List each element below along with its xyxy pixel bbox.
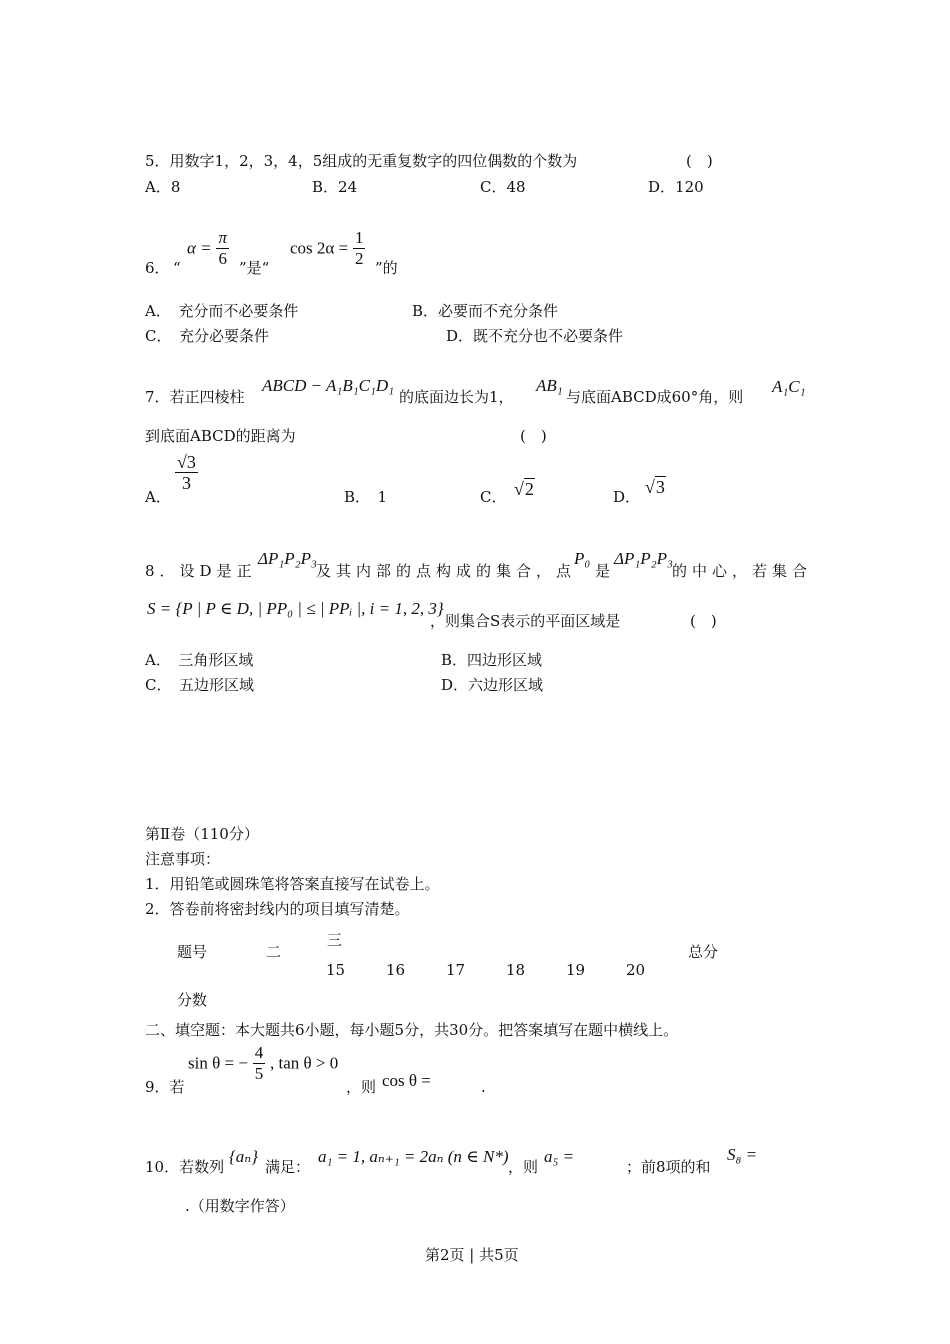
q5-option-a: A．8	[145, 178, 181, 196]
part2-note-2: 2．答卷前将密封线内的项目填写清楚。	[145, 900, 410, 918]
q8-option-c: C． 五边形区域	[145, 676, 254, 694]
q10-num: 10．若数列	[145, 1158, 225, 1176]
q10-a5: a₅ =	[544, 1147, 575, 1166]
q7-a-numerator: √3	[177, 452, 196, 472]
q5-option-d: D．120	[648, 178, 704, 196]
q6-option-b: B．必要而不充分条件	[412, 302, 559, 320]
q7-prism-formula: ABCD − A₁B₁C₁D₁	[262, 376, 395, 395]
q8-p0: P₀	[574, 549, 591, 568]
q6-mid-quote: ”是“	[239, 259, 270, 277]
q5-option-b: B．24	[312, 178, 358, 196]
q10-then: ，则	[508, 1158, 539, 1176]
q6-cos-formula	[290, 228, 365, 269]
q5-option-c: C．48	[480, 178, 526, 196]
q7-a1c1: A₁C₁	[772, 377, 806, 396]
q6-one: 1	[354, 228, 364, 247]
score-table-col-20: 20	[626, 961, 646, 979]
q7-option-c-label: C．	[480, 488, 507, 506]
q6-option-c: C． 充分必要条件	[145, 327, 269, 345]
q7-option-d-label: D．	[613, 488, 641, 506]
q9-sin-eq: sin θ = −	[188, 1053, 248, 1073]
q7-option-b: B． 1	[344, 488, 388, 506]
part2-note-1: 1．用铅笔或圆珠笔将答案直接写在试卷上。	[145, 875, 440, 893]
q9-five: 5	[254, 1064, 264, 1083]
q6-pi: π	[218, 228, 227, 247]
q7-option-a-label: A．	[145, 488, 171, 506]
score-table-col-16: 16	[386, 961, 406, 979]
q10-recurrence: a₁ = 1, aₙ₊₁ = 2aₙ (n ∈ N*)	[318, 1147, 509, 1166]
q7-ab1: AB₁	[536, 376, 563, 395]
q6-lquote: “	[173, 259, 181, 277]
q6-num: 6．	[145, 259, 170, 277]
q7-text-mid1: 的底面边长为1，	[399, 388, 514, 406]
score-table-col-19: 19	[566, 961, 586, 979]
score-table-col-15: 15	[326, 961, 346, 979]
score-table-fenshu: 分数	[177, 991, 208, 1009]
page-footer: 第2页 | 共5页	[425, 1246, 519, 1264]
q9-cos: cos θ =	[382, 1071, 431, 1090]
q6-option-d: D．既不充分也不必要条件	[446, 327, 624, 345]
q6-end-quote: ”的	[375, 259, 398, 277]
q8-stem3: 是	[595, 562, 611, 580]
q5-paren: ( )	[686, 152, 713, 170]
q5-stem: 5．用数字1，2，3，4，5组成的无重复数字的四位偶数的个数为	[145, 152, 578, 170]
q10-satisfy: 满足：	[265, 1158, 311, 1176]
q8-triangle-2: ΔP₁P₂P₃	[614, 549, 673, 568]
q6-cos-eq: cos 2α =	[290, 238, 349, 258]
q10-s8: S₈ =	[727, 1145, 758, 1164]
part2-notice: 注意事项：	[145, 850, 221, 868]
q8-set-formula: S = {P | P ∈ D, | PP₀ | ≤ | PPᵢ |, i = 1, 2, 3}	[147, 599, 444, 618]
q7-line2: 到底面ABCD的距离为	[145, 427, 296, 445]
q6-two: 2	[354, 249, 364, 268]
q9-tan-condition: , tan θ > 0	[269, 1053, 339, 1073]
q9-four: 4	[254, 1043, 264, 1062]
score-table-san: 三	[327, 931, 343, 949]
q6-alpha-eq: α =	[187, 238, 212, 258]
q8-option-a: A． 三角形区域	[145, 651, 254, 669]
q7-option-a-fraction	[175, 452, 198, 493]
q9-four-fifths	[253, 1043, 266, 1084]
q6-one-half	[353, 228, 366, 269]
q10-mid: ；前8项的和	[626, 1158, 711, 1176]
q8-option-b: B．四边形区域	[441, 651, 543, 669]
q8-paren: ( )	[690, 612, 717, 630]
q8-option-d: D．六边形区域	[441, 676, 544, 694]
q9-sin-formula	[188, 1043, 338, 1084]
q8-stem1: 8．设D是正	[145, 562, 257, 580]
q10-line2: .（用数字作答）	[185, 1197, 295, 1215]
q6-alpha-formula	[187, 228, 229, 269]
q7-d-radicand: 3	[655, 477, 665, 497]
q7-option-c-value: √2	[514, 479, 534, 499]
q7-a-denominator: 3	[181, 473, 191, 493]
part2-title: 第Ⅱ卷（110分）	[145, 825, 259, 843]
q8-stem2: 及其内部的点构成的集合，点	[316, 562, 577, 580]
score-table-col-18: 18	[506, 961, 526, 979]
q7-paren: ( )	[520, 427, 547, 445]
q10-sequence: {aₙ}	[229, 1147, 258, 1166]
score-table-col-17: 17	[446, 961, 466, 979]
q7-option-d-value: √3	[645, 477, 665, 497]
q7-text-mid2: 与底面ABCD成60°角，则	[566, 388, 744, 406]
score-table-zongfen: 总分	[688, 943, 719, 961]
q9-num: 9．若	[145, 1078, 185, 1096]
q7-sqrt3-over-3	[175, 452, 198, 493]
q7-c-radicand: 2	[524, 479, 534, 499]
q6-pi-over-6	[216, 228, 229, 269]
q7-num: 7．若正四棱柱	[145, 388, 245, 406]
q6-six: 6	[218, 249, 227, 268]
q9-answer-dot: .	[481, 1078, 486, 1096]
q8-stem4: 的中心，若集合	[672, 562, 813, 580]
q9-then: ，则	[346, 1078, 377, 1096]
q8-stem5: ，则集合S表示的平面区域是	[430, 612, 621, 630]
q6-option-a: A． 充分而不必要条件	[145, 302, 299, 320]
q8-triangle-1: ΔP₁P₂P₃	[258, 549, 317, 568]
score-table-tihao: 题号	[177, 943, 208, 961]
section2-heading: 二、填空题：本大题共6小题，每小题5分，共30分。把答案填写在题中横线上。	[145, 1021, 679, 1039]
score-table-er: 二	[266, 943, 282, 961]
